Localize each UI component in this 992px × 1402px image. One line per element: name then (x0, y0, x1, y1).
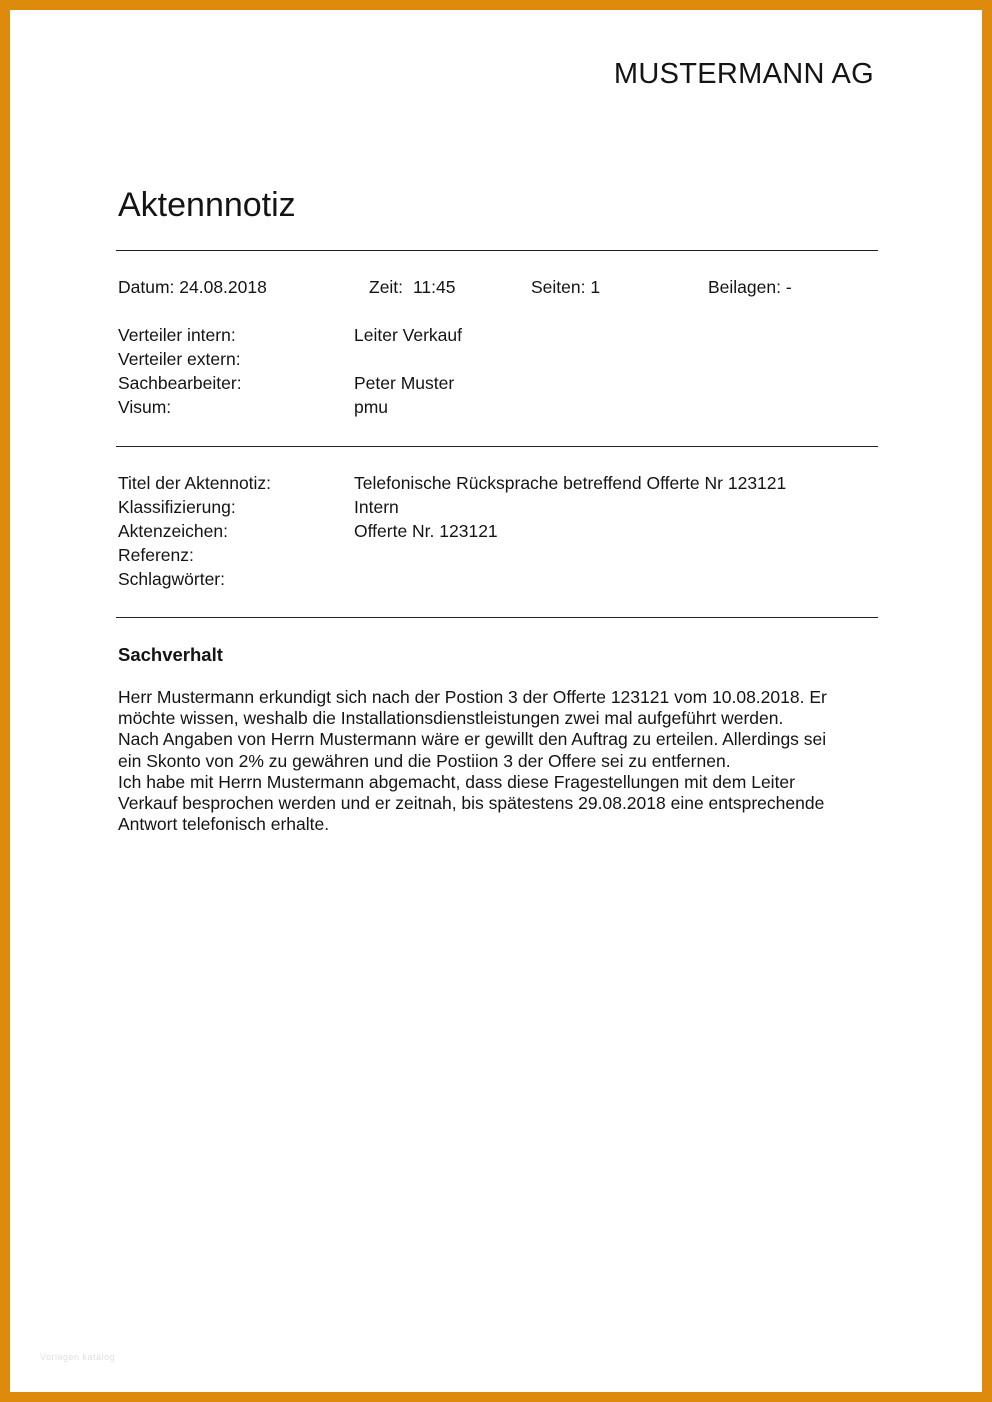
body-line: Herr Mustermann erkundigt sich nach der Postion 3 der Offerte 123121 vom 10.08.2018. Er (118, 687, 827, 707)
sachverhalt-body (118, 687, 878, 835)
detail-value: Intern (354, 497, 399, 517)
document-title: Aktennnotiz (118, 186, 296, 224)
body-line: Nach Angaben von Herrn Mustermann wäre er gewillt den Auftrag zu erteilen. Allerdings sei (118, 729, 827, 750)
body-line: ein Skonto von 2% zu gewähren und die Postiion 3 der Offere sei zu entfernen. (118, 750, 731, 771)
meta-zeit-label: Zeit: (369, 277, 404, 297)
watermark: Vorlagen katalog (40, 1352, 116, 1362)
distribution-label: Verteiler intern: (118, 325, 236, 345)
divider-bottom (116, 617, 878, 618)
distribution-label: Verteiler extern: (118, 349, 241, 369)
meta-datum: Datum: 24.08.2018 (118, 277, 267, 297)
company-name: MUSTERMANN AG (613, 58, 874, 90)
body-line: Verkauf besprochen werden und er zeitnah, bis spätestens 29.08.2018 eine entsprechende (118, 793, 825, 814)
detail-label: Schlagwörter: (118, 569, 225, 589)
distribution-value: Leiter Verkauf (354, 325, 462, 345)
section-heading: Sachverhalt (118, 644, 223, 665)
detail-value: Offerte Nr. 123121 (354, 521, 498, 541)
body-line: Antwort telefonisch erhalte. (118, 814, 330, 835)
detail-label: Aktenzeichen: (118, 521, 228, 541)
meta-zeit-value: 11:45 (413, 277, 456, 297)
body-line: Ich habe mit Herrn Mustermann abgemacht, dass diese Fragestellungen mit dem Leiter (118, 771, 795, 792)
body-line: möchte wissen, weshalb die Installationsdienstleistungen zwei mal aufgeführt werden. (118, 708, 784, 729)
distribution-label: Visum: (118, 397, 172, 417)
detail-label: Klassifizierung: (118, 497, 236, 517)
divider-top (116, 250, 878, 251)
distribution-value: Peter Muster (354, 373, 455, 393)
distribution-label: Sachbearbeiter: (118, 373, 242, 393)
divider-middle (116, 446, 878, 447)
detail-value: Telefonische Rücksprache betreffend Offerte Nr 123121 (354, 473, 787, 493)
detail-label: Titel der Aktennotiz: (118, 473, 272, 493)
distribution-value: pmu (354, 397, 389, 417)
meta-seiten: Seiten: 1 (531, 277, 601, 297)
detail-label: Referenz: (118, 545, 194, 565)
meta-beilagen: Beilagen: - (708, 277, 792, 297)
